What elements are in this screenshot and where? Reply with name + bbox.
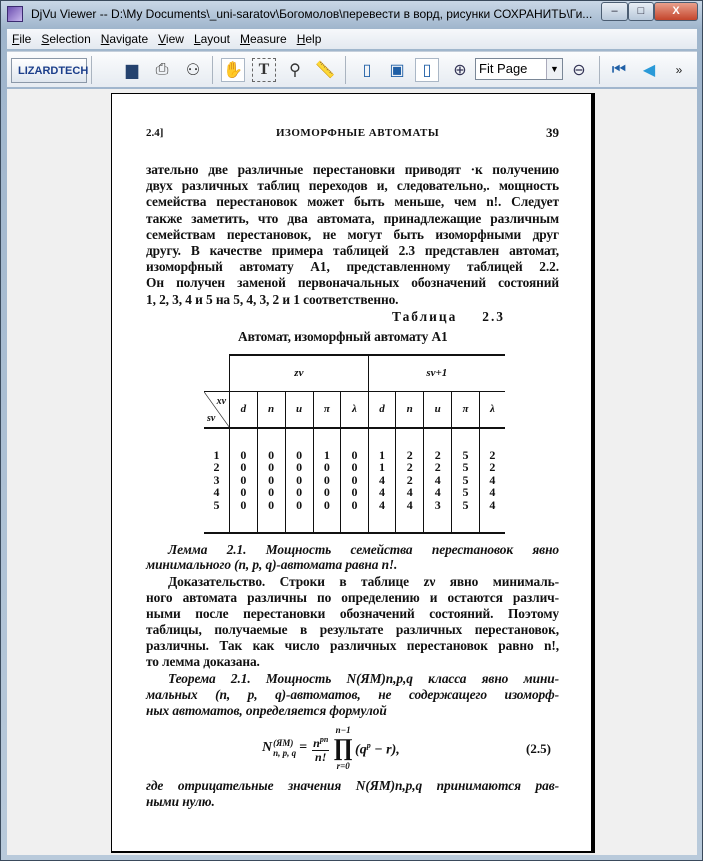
column-header: λ <box>479 391 505 428</box>
separator <box>345 56 346 84</box>
proof-line: ными после перестановки обозначений состояний. Поэтому <box>146 605 559 621</box>
separator <box>91 56 92 84</box>
proof-line: различны. Так как число различных перестановок равно n!, <box>146 637 559 653</box>
menu-measure[interactable]: Measure <box>239 32 287 46</box>
table-corner-cell: xν sν <box>204 392 229 427</box>
body-text-line: 1, 2, 3, 4 и 5 на 5, 4, 3, 2 и 1 соответственно. <box>146 291 399 307</box>
maximize-button[interactable]: □ <box>628 2 654 21</box>
chevron-down-icon[interactable]: ▼ <box>546 59 562 79</box>
table-label: Таблица 2.3 <box>392 309 505 324</box>
menu-bar <box>7 29 697 49</box>
table-caption: Автомат, изоморфный автомату A1 <box>238 329 448 344</box>
zoom-magnifier-icon[interactable]: ⚲ <box>289 62 301 79</box>
lizardtech-logo[interactable] <box>11 58 87 83</box>
table-column-values: 2 2 4 4 3 <box>424 428 452 533</box>
page-number: 39 <box>546 125 559 140</box>
separator <box>599 56 600 84</box>
body-text-line: семействам перестановок, не могут быть изоморфными друг <box>146 226 559 242</box>
zoom-level-value: Fit Page <box>479 61 528 76</box>
equation-number: (2.5) <box>526 741 551 756</box>
close-button[interactable]: X <box>654 2 698 21</box>
table-column-values: 0 0 0 0 0 <box>230 428 258 533</box>
menu-file[interactable]: File <box>12 32 32 46</box>
menu-selection[interactable]: Selection <box>41 32 91 46</box>
measure-ruler-icon[interactable]: 📏 <box>315 62 335 79</box>
zoom-out-icon[interactable]: ⊖ <box>572 62 586 79</box>
column-header: u <box>285 391 313 428</box>
zoom-level-select[interactable] <box>475 58 563 80</box>
table-column-values: 0 0 0 0 0 <box>257 428 285 533</box>
previous-page-icon[interactable]: ◀ <box>642 62 656 79</box>
single-page-icon[interactable]: ▯ <box>362 62 372 79</box>
state-column: 1 2 3 4 5 <box>204 428 230 533</box>
menu-help[interactable]: Help <box>296 32 322 46</box>
formula-equals: = <box>299 740 308 755</box>
column-header: d <box>368 391 396 428</box>
formula-lhs: N <box>262 740 273 755</box>
formula-lhs-indices: (ЯМ) n, p, q <box>273 738 297 758</box>
table-column-values: 2 2 2 4 4 <box>396 428 424 533</box>
window-title: DjVu Viewer -- D:\My Documents\_uni-saratov\Богомолов\перевести в ворд, рисунки СОХРАНИТЬ\Ги... <box>31 7 593 21</box>
table-column-values: 2 2 4 4 4 <box>479 428 505 533</box>
lemma-line: минимального (n, p, q)-автомата равна n!. <box>146 557 398 572</box>
djvu-app-icon <box>7 6 23 22</box>
zoom-in-icon[interactable]: ⊕ <box>453 62 467 79</box>
find-binoculars-icon[interactable]: ⚇ <box>185 62 201 79</box>
menu-layout[interactable]: Layout <box>193 32 230 46</box>
chapter-title: ИЗОМОРФНЫЕ АВТОМАТЫ <box>276 127 440 139</box>
formula-body: $(q^p - r)$, <box>355 740 400 758</box>
table-column-values: 0 0 0 0 0 <box>341 428 369 533</box>
proof-line: Доказательство. Строки в таблице zν явно минималь- <box>168 574 559 589</box>
theorem-line: Теорема 2.1. Мощность N(ЯМ)n,p,q класса явно мини- <box>168 671 559 686</box>
more-tools-icon[interactable]: » <box>675 63 683 77</box>
fit-page-icon[interactable]: ▯ <box>415 58 439 82</box>
menu-navigate[interactable]: Navigate <box>100 32 149 46</box>
menu-view[interactable]: View <box>158 32 184 46</box>
automaton-table <box>204 354 505 534</box>
conclusion-line: ными нулю. <box>146 794 215 809</box>
theorem-line: мальных (n, p, q)-автоматов, не содержащего изоморф- <box>146 687 559 702</box>
body-text-line: зательно две различные перестановки приводят ·к получению <box>146 162 559 177</box>
group-header-s: sν+1 <box>368 355 505 391</box>
section-number: 2.4] <box>146 127 164 139</box>
body-text-line: также заметить, что два автомата, принадлежащие различным <box>146 210 559 226</box>
lemma-line: Лемма 2.1. Мощность семейства перестановок явно <box>168 542 559 557</box>
table-column-values: 1 0 0 0 0 <box>313 428 341 533</box>
column-header: n <box>257 391 285 428</box>
column-header: u <box>424 391 452 428</box>
body-text-line: двух различных таблиц переходов и, следовательно,. мощность <box>146 178 559 194</box>
group-header-z: zν <box>230 355 369 391</box>
conclusion-line: где отрицательные значения N(ЯМ)n,p,q принимаются рав- <box>146 778 559 793</box>
hand-pan-icon[interactable]: ✋ <box>221 58 245 82</box>
column-header: d <box>230 391 258 428</box>
logo-text: LIZARDTECH <box>18 64 89 77</box>
column-header: λ <box>341 391 369 428</box>
column-header: π <box>452 391 480 428</box>
document-page <box>111 93 595 853</box>
document-view[interactable] <box>7 89 697 855</box>
first-page-icon[interactable]: ⏮ <box>611 61 627 78</box>
table-column-values: 0 0 0 0 0 <box>285 428 313 533</box>
table-column-values: 5 5 5 5 5 <box>452 428 480 533</box>
formula-fraction: $\frac{n^{pn}}{n!}$ <box>313 734 329 764</box>
table-column-values: 1 1 4 4 4 <box>368 428 396 533</box>
save-icon[interactable]: ▆ <box>125 62 139 79</box>
body-text-line: Он получен заменой первоначальных обозначений состояний <box>146 275 559 291</box>
continuous-page-icon[interactable]: ▣ <box>389 62 405 79</box>
title-bar <box>1 1 702 28</box>
minimize-button[interactable]: – <box>601 2 628 21</box>
formula-2-5 <box>262 724 400 772</box>
body-text-line: семейства перестановок может быть меньше, чем n!. Следует <box>146 194 559 210</box>
body-text-line: другу. В качестве примера таблицей 2.3 представлен автомат, <box>146 243 559 258</box>
proof-line: таблицы, получаемые в результате различных перестановок, <box>146 621 559 637</box>
column-header: n <box>396 391 424 428</box>
column-header: π <box>313 391 341 428</box>
text-select-icon[interactable]: T <box>252 58 276 82</box>
separator <box>212 56 213 84</box>
theorem-line: ных автоматов, определяется формулой <box>146 703 387 718</box>
proof-line: ного автомата различны по определению и остаются различ- <box>146 589 559 605</box>
proof-line: то лемма доказана. <box>146 653 260 669</box>
formula-product: n−1 ∏ r=0 <box>333 725 354 771</box>
body-text-line: изоморфный автомату A1, представленному таблицей 2.2. <box>146 259 559 275</box>
print-icon[interactable]: ⎙ <box>155 61 169 78</box>
toolbar <box>7 51 697 87</box>
